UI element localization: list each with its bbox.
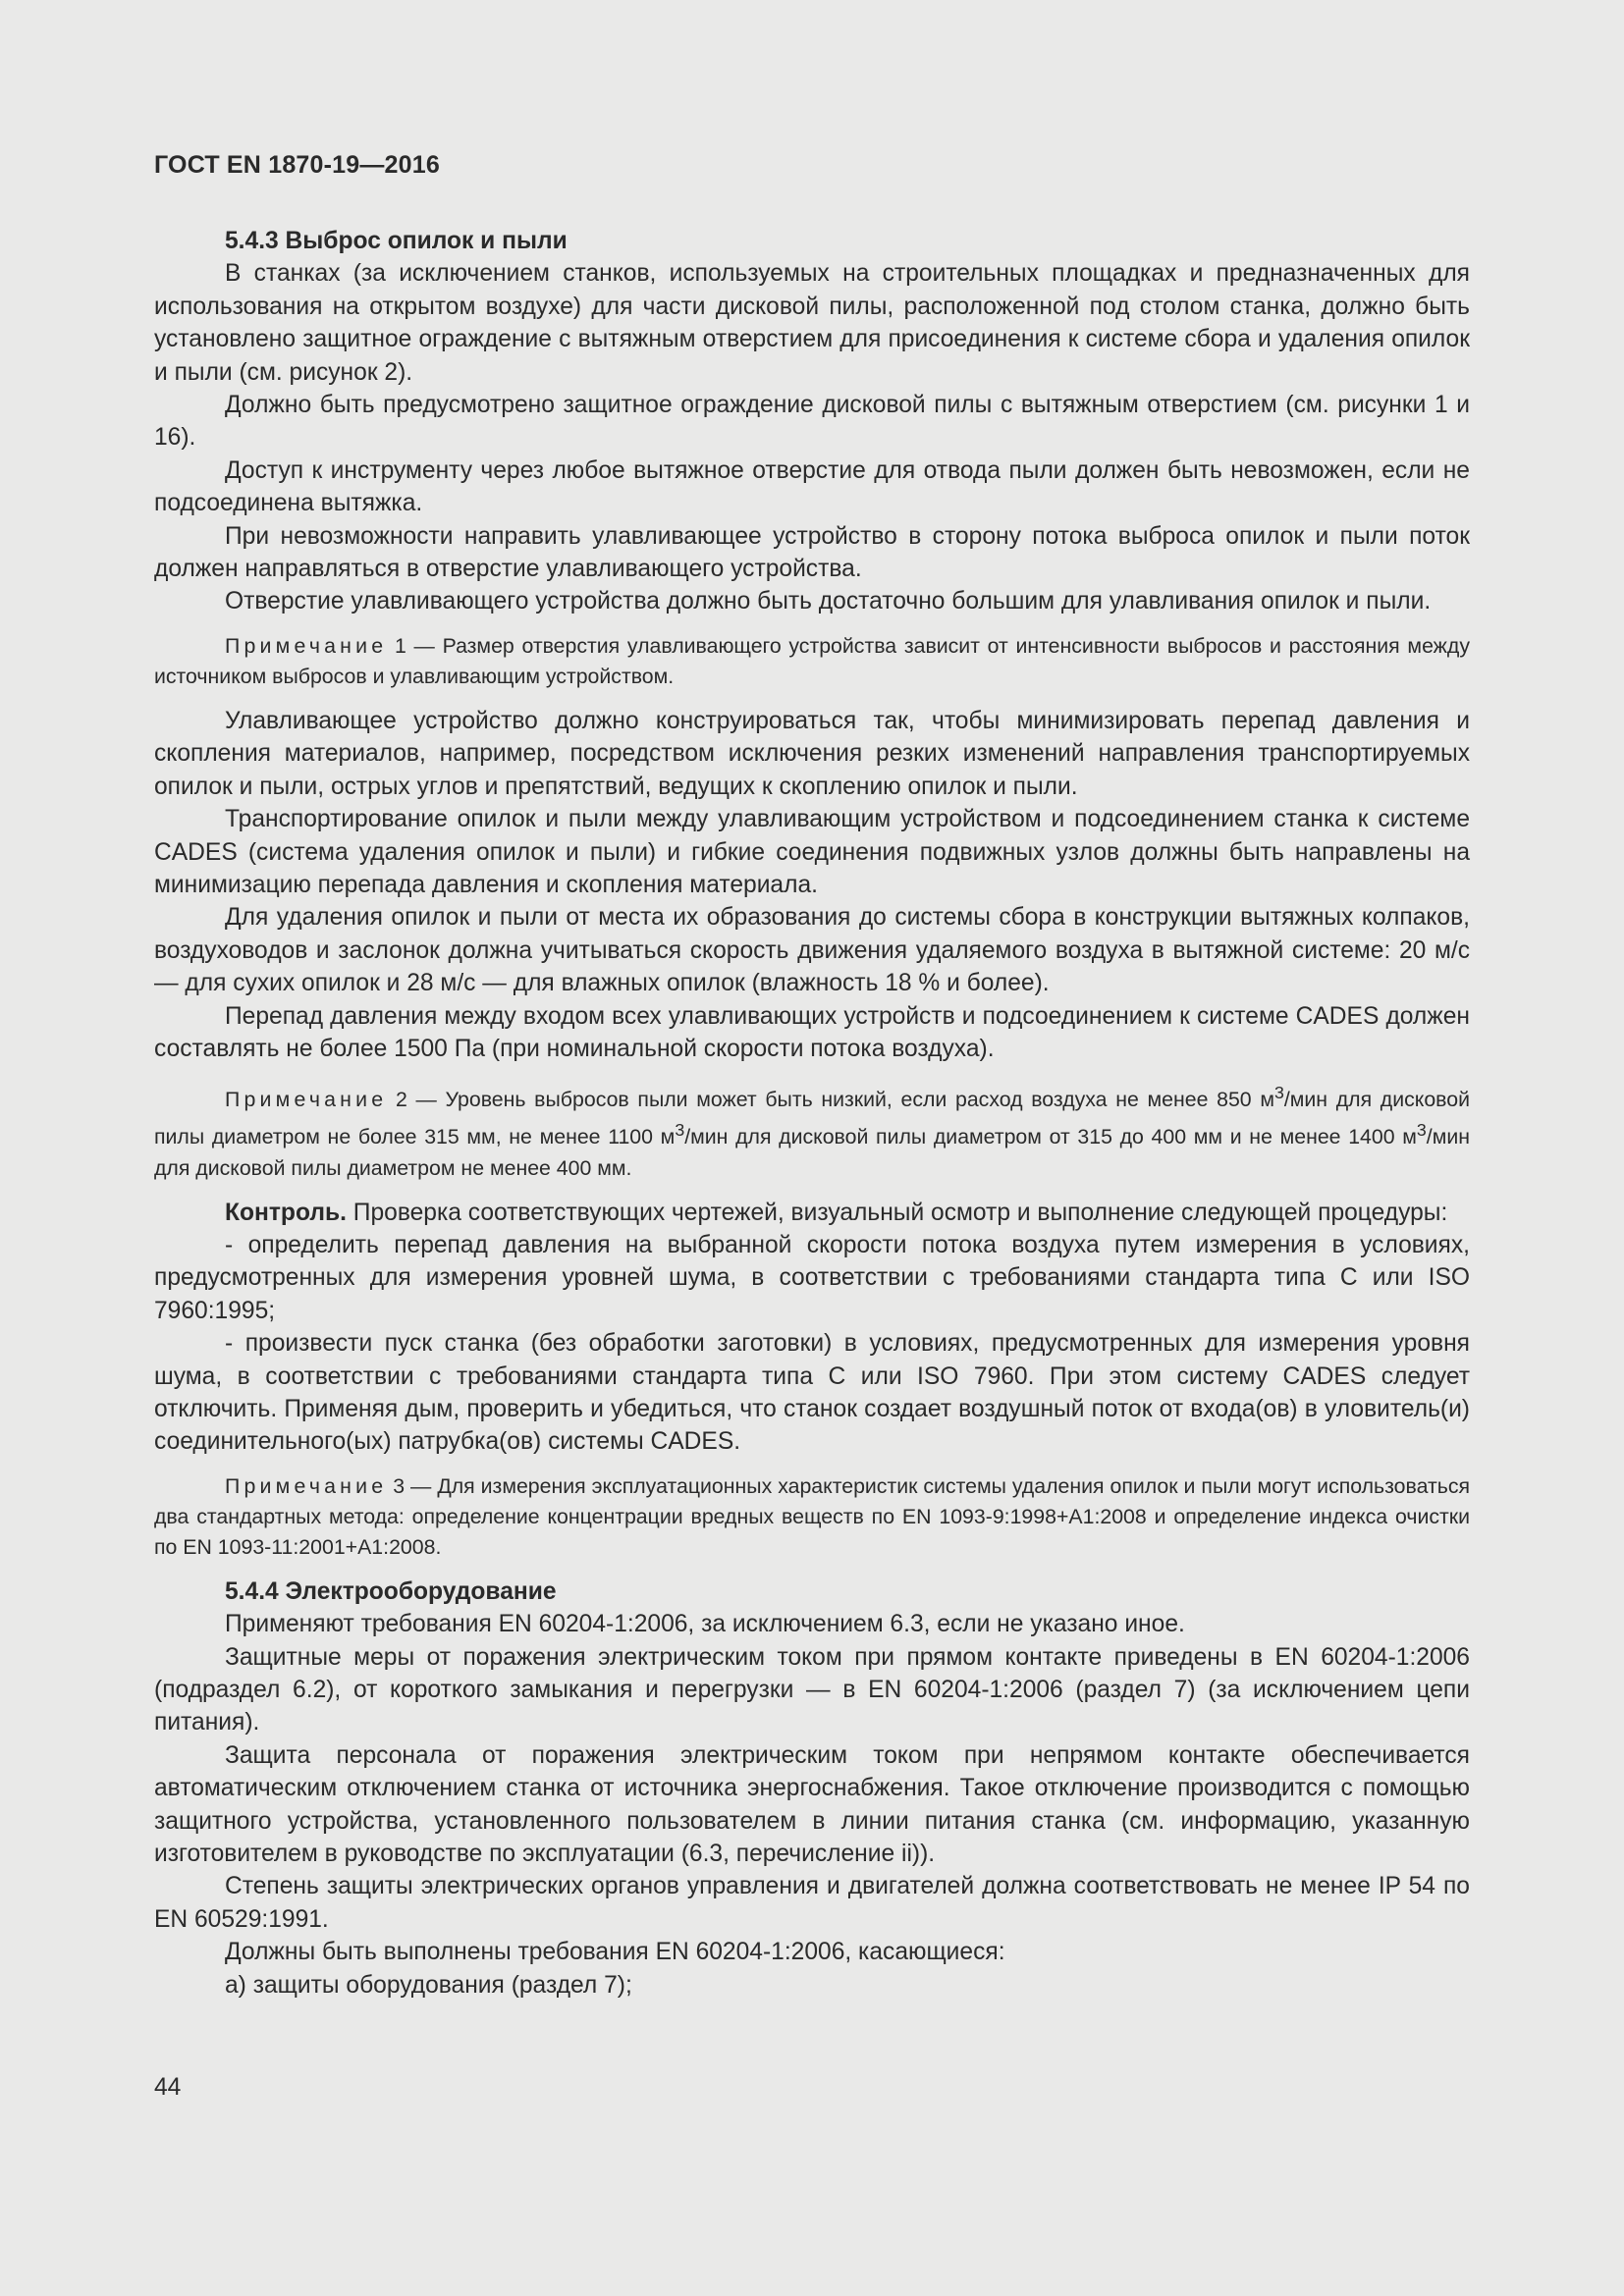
paragraph: Доступ к инструменту через любое вытяжное отверстие для отвода пыли должен быть невозможен, если не подсоединена вытяжка. — [154, 456, 1470, 517]
paragraph: Перепад давления между входом всех улавливающих устройств и подсоединением к системе CADES должен составлять не более 1500 Па (при номинальной скорости потока воздуха). — [154, 1002, 1470, 1062]
paragraph: Защита персонала от поражения электрическим током при непрямом контакте обеспечивается автоматическим отключением станка от источника энергоснабжения. Такое отключение производится с помощью защитного устройства, установленного пользователем в линии питания станка (см. информацию, указанную изготовителем в руководстве по эксплуатации (6.3, перечисление ii)). — [154, 1741, 1470, 1868]
paragraph: В станках (за исключением станков, используемых на строительных площадках и предназначенных для использования на открытом воздухе) для части дисковой пилы, расположенной под столом станка, должно быть установлено защитное ограждение с вытяжным отверстием для присоединения к системе сбора и удаления опилок и пыли (см. рисунок 2). — [154, 260, 1470, 386]
note-text: 1 — Размер отверстия улавливающего устройства зависит от интенсивности выбросов и расстояния между источником выбросов и улавливающим устройством. — [154, 633, 1470, 688]
control-paragraph — [154, 1197, 1470, 1229]
note-text: /мин для дисковой пилы диаметром не более 315 мм, не менее 1100 м — [154, 1088, 1470, 1149]
note-label: Примечание — [225, 1473, 388, 1498]
list-item: - определить перепад давления на выбранной скорости потока воздуха путем измерения в условиях, предусмотренных для измерения уровней шума, в соответствии с требованиями стандарта типа С или ISO 7960:1995; — [154, 1231, 1470, 1324]
page-content — [154, 225, 1470, 2002]
section-5-4-3-title: 5.4.3 Выброс опилок и пыли — [225, 228, 568, 254]
paragraph: Должно быть предусмотрено защитное ограждение дисковой пилы с вытяжным отверстием (см. рисунки 1 и 16). — [154, 392, 1470, 452]
list-item: - произвести пуск станка (без обработки заготовки) в условиях, предусмотренных для измерения уровня шума, в соответствии с требованиями стандарта типа С или ISO 7960. При этом систему CADES следует отключить. Применяя дым, проверить и убедиться, что станок создает воздушный поток от входа(ов) в уловитель(и) соединительного(ых) патрубка(ов) системы CADES. — [154, 1330, 1470, 1456]
superscript: 3 — [1273, 1083, 1284, 1103]
note-label: Примечание — [225, 633, 388, 658]
paragraph: Применяют требования EN 60204-1:2006, за исключением 6.3, если не указано иное. — [225, 1611, 1185, 1638]
paragraph: Для удаления опилок и пыли от места их образования до системы сбора в конструкции вытяжных колпаков, воздуховодов и заслонок должна учитываться скорость движения удаляемого воздуха в вытяжной системе: 20 м/с — для сухих опилок и 28 м/с — для влажных опилок (влажность 18 % и более). — [154, 904, 1470, 997]
page-number: 44 — [154, 2074, 182, 2101]
superscript: 3 — [675, 1120, 685, 1141]
note-3 — [154, 1471, 1470, 1563]
control-text: Проверка соответствующих чертежей, визуальный осмотр и выполнение следующей процедуры: — [346, 1199, 1448, 1226]
paragraph: Улавливающее устройство должно конструироваться так, чтобы минимизировать перепад давления и скопления материалов, например, посредством исключения резких изменений направления транспортируемых опилок и пыли, острых углов и препятствий, ведущих к скоплению опилок и пыли. — [154, 707, 1470, 800]
note-2 — [154, 1078, 1470, 1183]
control-label: Контроль. — [225, 1199, 347, 1226]
section-5-4-4-title: 5.4.4 Электрооборудование — [225, 1577, 557, 1605]
paragraph: Степень защиты электрических органов управления и двигателей должна соответствовать не менее IP 54 по EN 60529:1991. — [154, 1873, 1470, 1933]
note-text: 2 — Уровень выбросов пыли может быть низкий, если расход воздуха не менее 850 м — [387, 1088, 1274, 1112]
note-text: 3 — Для измерения эксплуатационных характеристик системы удаления опилок и пыли могут использоваться два стандартных метода: определение концентрации вредных веществ по EN 1093-9:1998+A1:2008 и определение индекса очистки по EN 1093-11:2001+A1:2008. — [154, 1473, 1470, 1559]
note-label: Примечание — [225, 1088, 388, 1112]
list-item: a) защиты оборудования (раздел 7); — [225, 1971, 632, 1999]
paragraph: Должны быть выполнены требования EN 60204-1:2006, касающиеся: — [225, 1939, 1005, 1966]
paragraph: При невозможности направить улавливающее устройство в сторону потока выброса опилок и пыли поток должен направляться в отверстие улавливающего устройства. — [154, 522, 1470, 583]
note-text: /мин для дисковой пилы диаметром не менее 400 мм. — [154, 1125, 1471, 1180]
note-1 — [154, 631, 1470, 692]
paragraph: Защитные меры от поражения электрическим током при прямом контакте приведены в EN 60204-1:2006 (подраздел 6.2), от короткого замыкания и перегрузки — в EN 60204-1:2006 (раздел 7) (за исключением цепи питания). — [154, 1643, 1470, 1736]
paragraph: Транспортирование опилок и пыли между улавливающим устройством и подсоединением станка к системе CADES (система удаления опилок и пыли) и гибкие соединения подвижных узлов должны быть направлены на минимизацию перепада давления и скопления материала. — [154, 806, 1470, 898]
document-code-header: ГОСТ EN 1870-19—2016 — [154, 151, 440, 179]
note-text: /мин для дисковой пилы диаметром от 315 до 400 мм и не менее 1400 м — [684, 1125, 1417, 1149]
superscript: 3 — [1416, 1120, 1427, 1141]
paragraph: Отверстие улавливающего устройства должно быть достаточно большим для улавливания опилок и пыли. — [225, 588, 1432, 615]
